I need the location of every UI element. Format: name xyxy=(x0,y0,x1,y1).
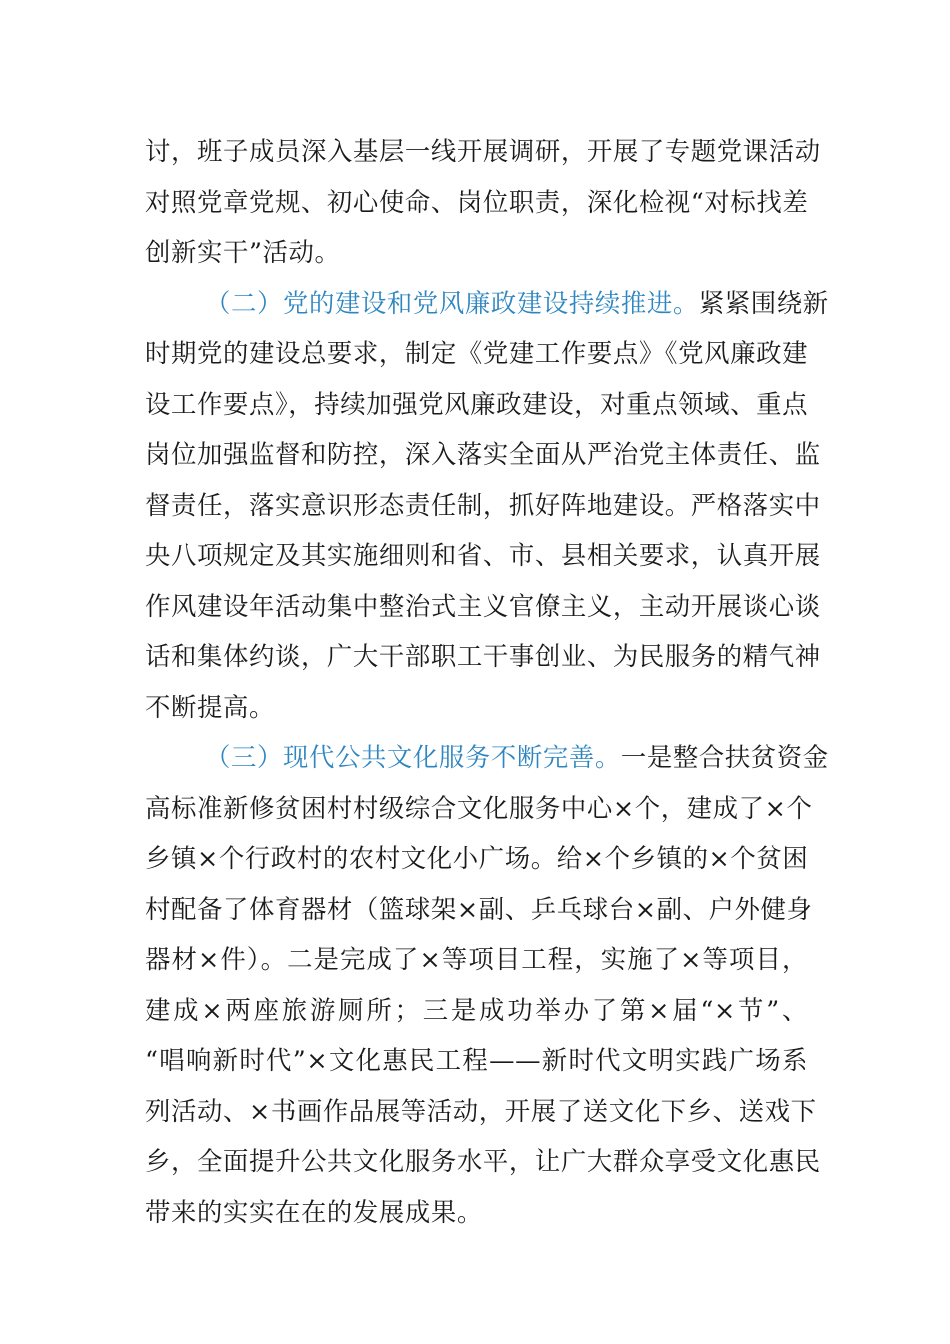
body-line: 创新实干”活动。 xyxy=(145,237,341,267)
body-text: 一是整合扶贫资金 xyxy=(620,742,829,772)
body-line: 对照党章党规、初心使命、岗位职责，深化检视“对标找差 xyxy=(145,186,809,217)
body-line: 作风建设年活动集中整治式主义官僚主义，主动开展谈心谈 xyxy=(145,590,821,621)
body-line: 建成×两座旅游厕所；三是成功举办了第×届“×节”、 xyxy=(145,994,808,1025)
section-heading-3: （三）现代公共文化服务不断完善。 xyxy=(205,742,621,772)
body-line: 不断提高。 xyxy=(145,691,275,722)
section-heading-2: （二）党的建设和党风廉政建设持续推进。 xyxy=(205,287,699,318)
body-line: 设工作要点》，持续加强党风廉政建设，对重点领域、重点 xyxy=(145,388,809,419)
body-line: 高标准新修贫困村村级综合文化服务中心×个，建成了×个 xyxy=(145,792,813,823)
body-line: 督责任，落实意识形态责任制，抓好阵地建设。严格落实中 xyxy=(145,489,821,520)
body-line: 央八项规定及其实施细则和省、市、县相关要求，认真开展 xyxy=(145,540,821,570)
document-page xyxy=(145,126,829,1237)
body-line: 时期党的建设总要求，制定《党建工作要点》《党风廉政建 xyxy=(145,338,809,368)
paragraph-public-culture xyxy=(145,732,829,1237)
body-line: 村配备了体育器材（篮球架×副、乒乓球台×副、户外健身 xyxy=(145,893,813,924)
body-line: 讨，班子成员深入基层一线开展调研，开展了专题党课活动 xyxy=(145,136,821,166)
body-line-first xyxy=(145,278,829,329)
body-line: 列活动、×书画作品展等活动，开展了送文化下乡、送戏下 xyxy=(145,1095,817,1126)
body-line: 器材×件）。二是完成了×等项目工程，实施了×等项目， xyxy=(145,944,808,974)
body-line: 岗位加强监督和防控，深入落实全面从严治党主体责任、监 xyxy=(145,439,821,469)
paragraph-continuation xyxy=(145,126,821,278)
body-line: 带来的实实在在的发展成果。 xyxy=(145,1196,483,1227)
body-line: 乡，全面提升公共文化服务水平，让广大群众享受文化惠民 xyxy=(145,1146,821,1176)
paragraph-party-building xyxy=(145,278,829,733)
body-line: 话和集体约谈，广大干部职工干事创业、为民服务的精气神 xyxy=(145,641,821,671)
body-line-first xyxy=(145,732,829,783)
body-text: 紧紧围绕新 xyxy=(698,287,829,318)
body-line: 乡镇×个行政村的农村文化小广场。给×个乡镇的×个贫困 xyxy=(145,843,809,873)
body-line: “唱响新时代”×文化惠民工程——新时代文明实践广场系 xyxy=(145,1045,808,1075)
